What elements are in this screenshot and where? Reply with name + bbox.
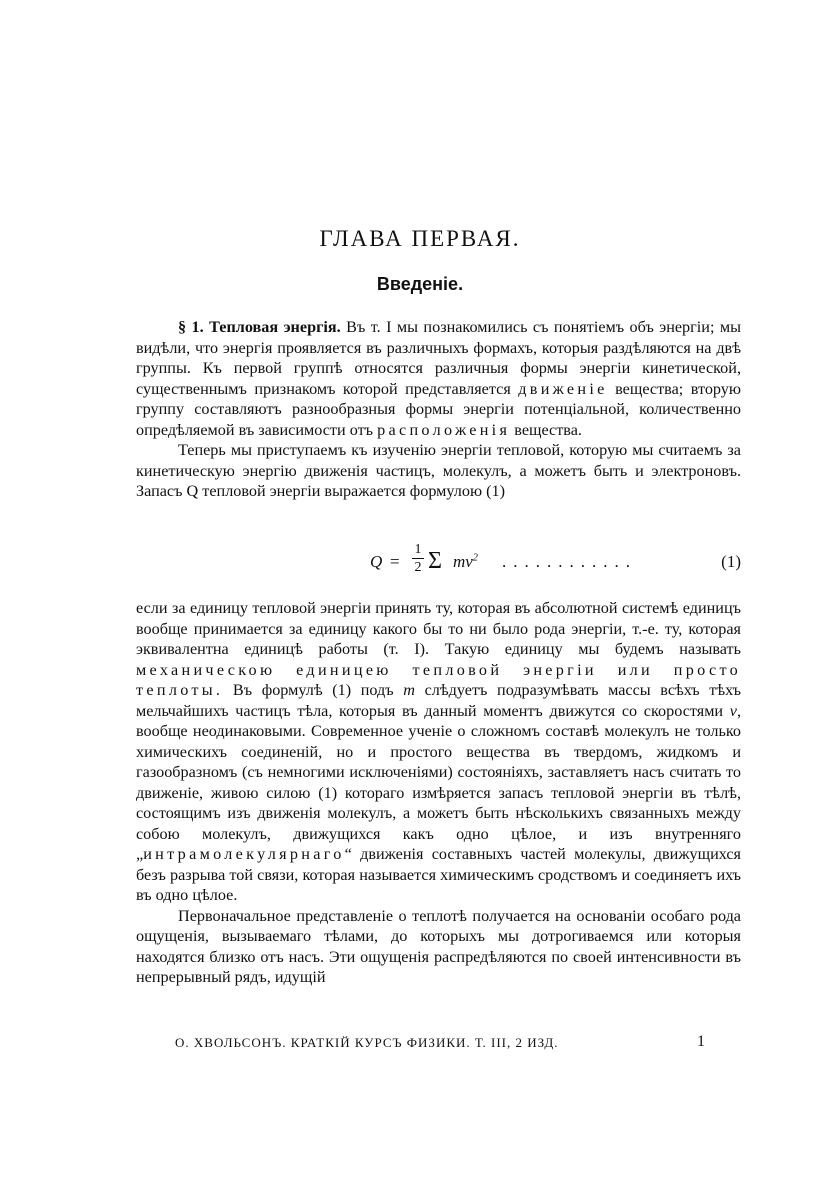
section-title: Введеніе. bbox=[376, 274, 464, 294]
emphasis-arrangement: расположенія bbox=[377, 420, 511, 439]
emphasis-mechanical-unit: механическою единицею тепловой энергіи или просто теплоты. bbox=[136, 660, 741, 699]
running-footer: О. ХВОЛЬСОНЪ. КРАТКІЙ КУРСЪ ФИЗИКИ. Т. III, 2 ИЗД. bbox=[175, 1035, 559, 1050]
emphasis-intramolecular: интрамолекулярнаго bbox=[143, 845, 345, 863]
emphasis-motion: движеніе bbox=[518, 379, 608, 398]
text-block-bottom bbox=[136, 598, 741, 988]
formula-leader-dots: ............ bbox=[502, 552, 637, 571]
formula-number: (1) bbox=[721, 552, 741, 571]
formula-equals: = bbox=[390, 552, 400, 571]
paragraph-1: § 1. Тепловая энергія. Въ т. I мы познакомились съ понятіемъ объ энергіи; мы видѣли, что энергія проявляется въ различныхъ формахъ, которыя раздѣляются на двѣ группы. Къ первой группѣ относятся различныя формы энергіи кинетической, существеннымъ признакомъ которой представляется движеніе вещества; вторую группу составляютъ разнообразныя формы энергіи потенціальной, количественно опредѣляемой въ зависимости отъ расположенія вещества. bbox=[136, 318, 741, 439]
formula-1 bbox=[370, 542, 741, 576]
page-number: 1 bbox=[697, 1033, 705, 1050]
formula-lhs: Q bbox=[370, 552, 383, 571]
paragraph-4: Первоначальное представленіе о теплотѣ получается на основаніи особаго рода ощущенія, вызываемаго тѣлами, до которыхъ мы дотрогиваемся или которыя находятся близко отъ насъ. Эти ощущенія распредѣляются по своей интенсивности въ непрерывный рядъ, идущій bbox=[136, 906, 741, 986]
formula-term: $mv^2$ bbox=[453, 552, 478, 571]
formula-fraction: 1 2 bbox=[412, 542, 424, 575]
paragraph-2: Теперь мы приступаемъ къ изученію энергіи тепловой, которую мы считаемъ за кинетическую энергію движенія частицъ, молекулъ, а можетъ быть и электроновъ. Запасъ Q тепловой энергіи выражается формулою (1) bbox=[136, 441, 741, 500]
paragraph-3: если за единицу тепловой энергіи принять ту, которая въ абсолютной системѣ единицъ вообще принимается за единицу какого бы то ни было рода энергіи, т.-е. ту, которая эквивалентна единицѣ работы (т. I). Такую единицу мы будемъ называть механическою единицею тепловой энергіи или просто теплоты. Въ формулѣ (1) подъ m слѣдуетъ подразумѣвать массы всѣхъ тѣхъ мельчайшихъ частицъ тѣла, которыя въ данный моментъ движутся со скоростями v, вообще неодинаковыми. Современное ученіе о сложномъ составѣ молекулъ не только химическихъ соединеній, но и простого вещества въ твердомъ, жидкомъ и газообразномъ (съ немногими исключеніями) состояніяхъ, заставляетъ насъ считать то движеніе, живою силою (1) котораго измѣряется запасъ тепловой энергіи въ тѣлѣ, состоящимъ изъ движенія молекулъ, а можетъ быть нѣсколькихъ связанныхъ между собою молекулъ, движущихся какъ одно цѣлое, и изъ внутренняго „интрамолекулярнаго“ движенія составныхъ частей молекулы, движущихся безъ разрыва той связи, которая называется химическимъ сродствомъ и соединяетъ ихъ въ одно цѣлое. bbox=[136, 599, 741, 904]
chapter-title: ГЛАВА ПЕРВАЯ. bbox=[319, 226, 521, 251]
text-block-top bbox=[136, 317, 741, 502]
subsection-heading: § 1. Тепловая энергія. bbox=[178, 318, 341, 336]
formula-sigma: Σ bbox=[428, 548, 442, 574]
